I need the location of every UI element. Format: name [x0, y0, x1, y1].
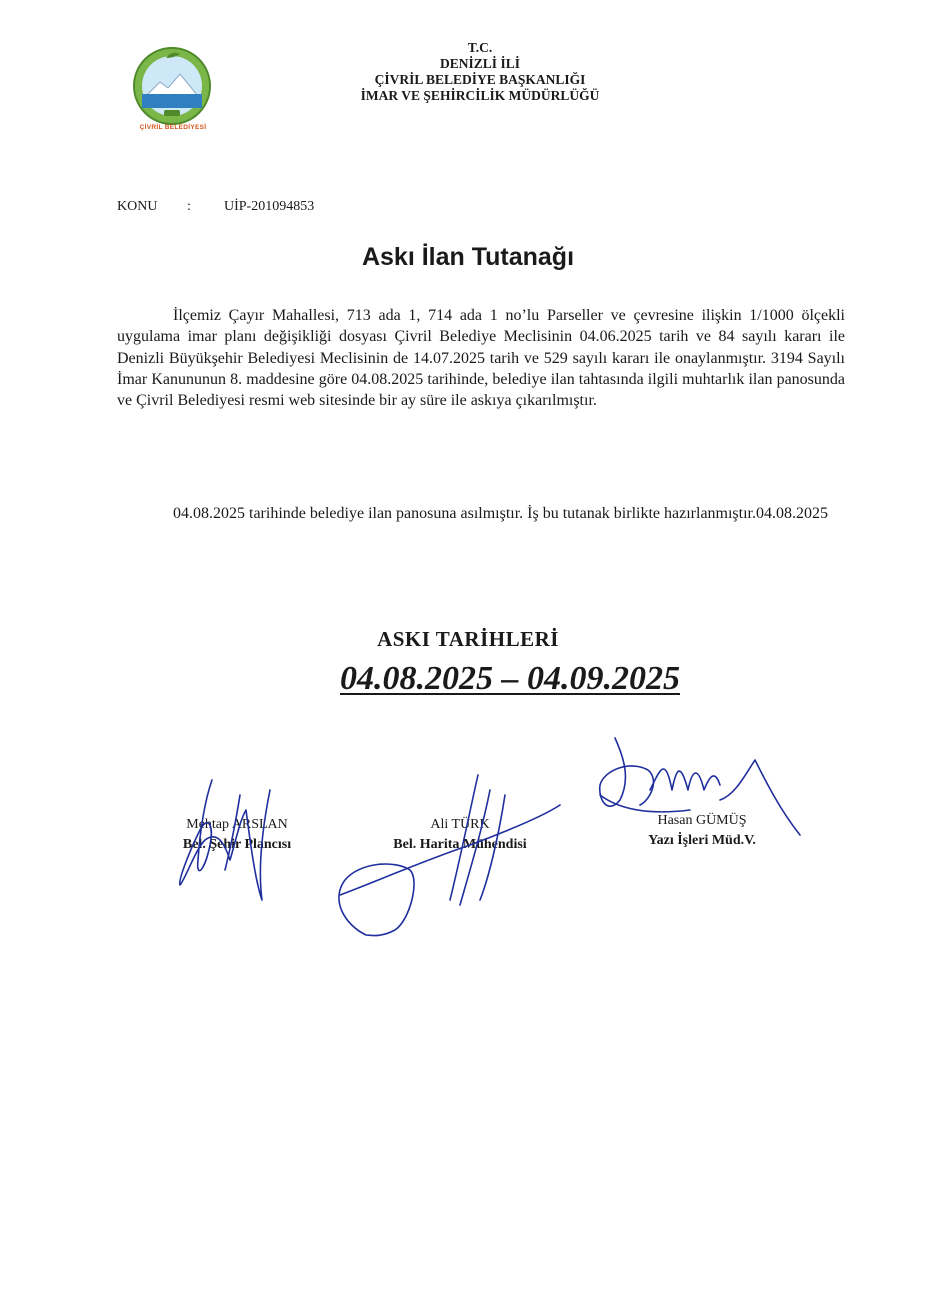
subject-label: KONU — [117, 199, 158, 214]
body-paragraph-1: İlçemiz Çayır Mahallesi, 713 ada 1, 714 ada 1 no’lu Parseller ve çevresine ilişkin 1/1000 ölçekli uygulama imar planı değişikliği dosyası Çivril Belediye Meclisinin 04.06.2025 tarih ve 84 sayılı kararı ile Denizli Büyükşehir Belediyesi Meclisinin de 14.07.2025 tarih ve 529 sayılı kararı ile onaylanmıştır. 3194 Sayılı İmar Kanununun 8. maddesine göre 04.08.2025 tarihinde, belediye ilan tahtasında ilgili muhtarlık ilan panosunda ve Çivril Belediyesi resmi web sitesinde bir ay süre ile askıya çıkarılmıştır. — [117, 307, 845, 410]
signature-3-stroke — [600, 738, 654, 806]
document-header — [300, 40, 660, 104]
header-line-directorate: İMAR VE ŞEHİRCİLİK MÜDÜRLÜĞÜ — [360, 88, 600, 103]
signature-block-clerk — [602, 811, 802, 851]
signatory-name: Mehtap ARSLAN — [186, 817, 288, 832]
body-paragraph-2: 04.08.2025 tarihinde belediye ilan panosuna asılmıştır. İş bu tutanak birlikte hazırlanmıştır.04.08.2025 — [173, 505, 828, 522]
signatory-role: Bel. Şehir Plancısı — [182, 837, 292, 852]
header-line-municipality: ÇİVRİL BELEDİYE BAŞKANLIĞI — [374, 72, 586, 87]
signature-block-planner — [137, 815, 337, 855]
signatory-role: Yazı İşleri Müd.V. — [648, 833, 756, 848]
subject-colon: : — [187, 199, 191, 214]
posting-dates-heading: ASKI TARİHLERİ — [377, 627, 559, 651]
signature-3-stroke — [650, 769, 720, 790]
posting-dates-range: 04.08.2025 – 04.09.2025 — [340, 660, 680, 697]
signature-3-stroke — [600, 795, 690, 812]
signatory-name: Ali TÜRK — [430, 817, 490, 832]
signature-block-surveyor — [360, 815, 560, 855]
municipality-logo — [128, 44, 218, 136]
header-line-province: DENİZLİ İLİ — [440, 56, 520, 71]
document-title: Askı İlan Tutanağı — [361, 243, 575, 271]
signatory-role: Bel. Harita Mühendisi — [393, 837, 527, 852]
subject-value: UİP-201094853 — [224, 199, 315, 214]
signature-2-stroke — [339, 864, 414, 936]
signatory-name: Hasan GÜMÜŞ — [657, 813, 747, 828]
logo-caption: ÇİVRİL BELEDİYESİ — [139, 124, 207, 131]
header-line-tc: T.C. — [467, 40, 493, 55]
